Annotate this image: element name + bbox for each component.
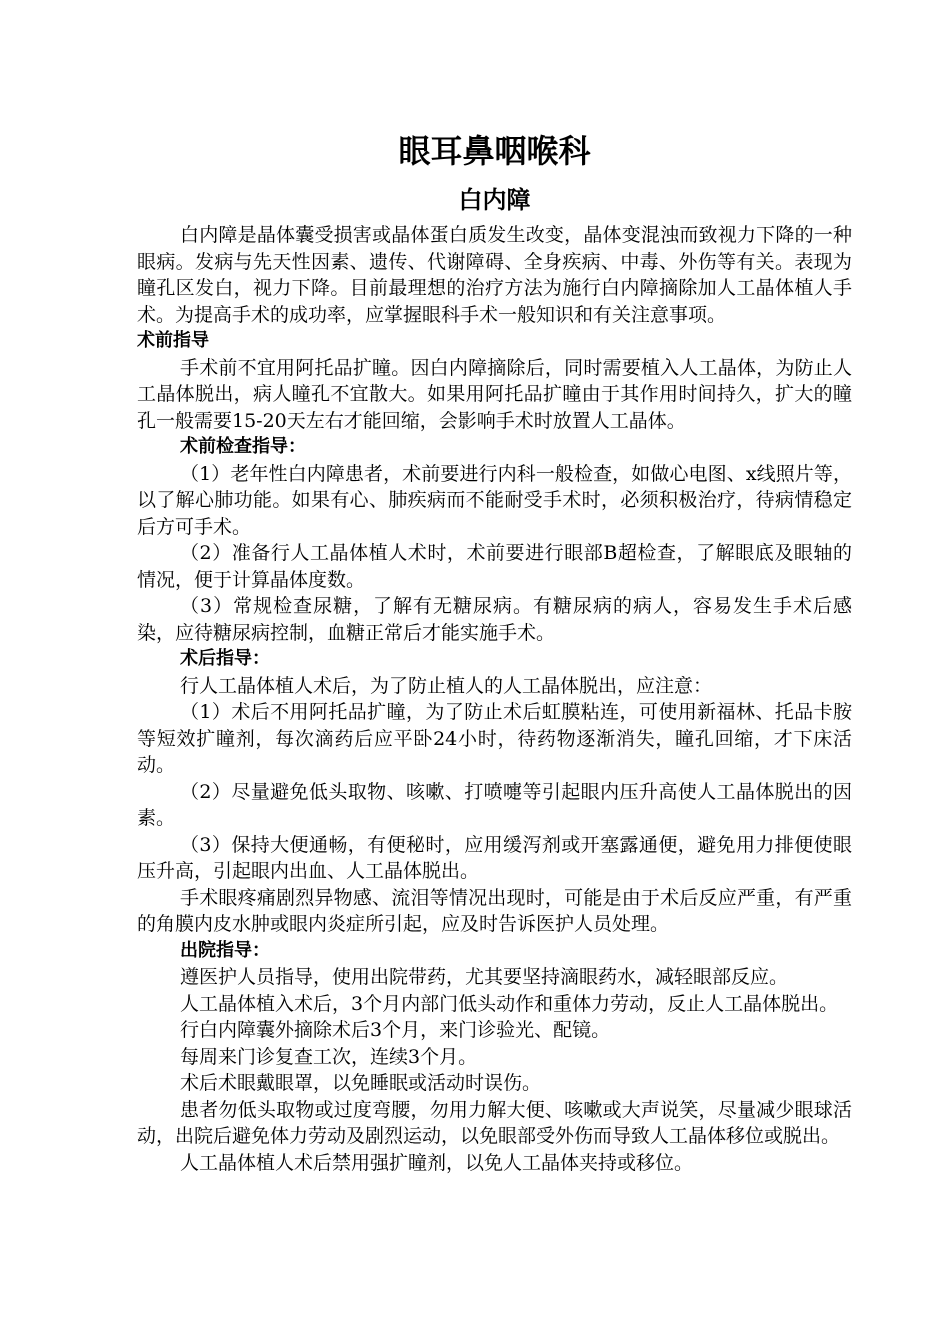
intro-paragraph: 白内障是晶体囊受损害或晶体蛋白质发生改变，晶体变混浊而致视力下降的一种眼病。发病与先天性因素、遗传、代谢障碍、全身疾病、中毒、外伤等有关。表现为瞳孔区发白，视力下降。目前最理想的治疗方法为施行白内障摘除加人工晶体植人手术。为提高手术的成功率，应掌握眼科手术一般知识和有关注意事项。	[137, 224, 852, 326]
exam-heading: 术前检查指导：	[180, 436, 306, 457]
page-title: 眼耳鼻咽喉科	[398, 132, 591, 170]
postop-item: （2）尽量避免低头取物、咳嗽、打喷嚏等引起眼内压升高使人工晶体脱出的因素。	[137, 780, 852, 829]
discharge-item: 行白内障囊外摘除术后3个月，来门诊验光、配镜。	[180, 1019, 611, 1041]
discharge-item: 人工晶体植入术后，3个月内部门低头动作和重体力劳动，反止人工晶体脱出。	[180, 992, 839, 1015]
discharge-heading: 出院指导：	[180, 939, 270, 961]
document-body	[137, 128, 852, 1176]
postop-item: 手术眼疼痛剧烈异物感、流泪等情况出现时，可能是由于术后反应严重，有严重的角膜内皮水肿或眼内炎症所引起，应及时告诉医护人员处理。	[137, 886, 852, 935]
section-title: 白内障	[458, 186, 531, 214]
discharge-item: 每周来门诊复查工次，连续3个月。	[180, 1045, 478, 1068]
exam-item: （2）准备行人工晶体植人术时，术前要进行眼部B超检查，了解眼底及眼轴的情况，便于计算晶体度数。	[137, 542, 852, 591]
discharge-item: 遵医护人员指导，使用出院带药，尤其要坚持滴眼药水，减轻眼部反应。	[180, 966, 789, 988]
postop-intro: 行人工晶体植人术后，为了防止植人的人工晶体脱出，应注意：	[180, 674, 713, 697]
exam-item: （3）常规检查尿糖，了解有无糖尿病。有糖尿病的病人，容易发生手术后感染，应待糖尿病控制，血糖正常后才能实施手术。	[137, 595, 852, 644]
preop-paragraph: 手术前不宜用阿托品扩瞳。因白内障摘除后，同时需要植入人工晶体，为防止人工晶体脱出，病人瞳孔不宜散大。如果用阿托品扩瞳由于其作用时间持久，扩大的瞳孔一般需要15-20天左右才能回缩，会影响手术时放置人工晶体。	[137, 356, 852, 432]
discharge-item: 患者勿低头取物或过度弯腰，勿用力解大便、咳嗽或大声说笑，尽量减少眼球活动，出院后避免体力劳动及剧烈运动，以免眼部受外伤而导致人工晶体移位或脱出。	[137, 1098, 852, 1147]
postop-item: （1）术后不用阿托品扩瞳，为了防止术后虹膜粘连，可使用新福林、托品卡胺等短效扩瞳剂，每次滴药后应平卧24小时，待药物逐渐消失，瞳孔回缩，才下床活动。	[137, 701, 852, 776]
postop-item: （3）保持大便通畅，有便秘时，应用缓泻剂或开塞露通便，避免用力排便使眼压升高，引起眼内出血、人工晶体脱出。	[137, 833, 852, 882]
discharge-item: 术后术眼戴眼罩，以免睡眠或活动时误伤。	[180, 1072, 542, 1094]
discharge-item: 人工晶体植人术后禁用强扩瞳剂，以免人工晶体夹持或移位。	[180, 1151, 694, 1174]
preop-heading: 术前指导	[137, 330, 209, 351]
postop-heading: 术后指导：	[180, 648, 270, 669]
exam-item: （1）老年性白内障患者，术前要进行内科一般检查，如做心电图、x线照片等，以了解心肺功能。如果有心、肺疾病而不能耐受手术时，必须积极治疗，待病情稳定后方可手术。	[137, 462, 852, 538]
